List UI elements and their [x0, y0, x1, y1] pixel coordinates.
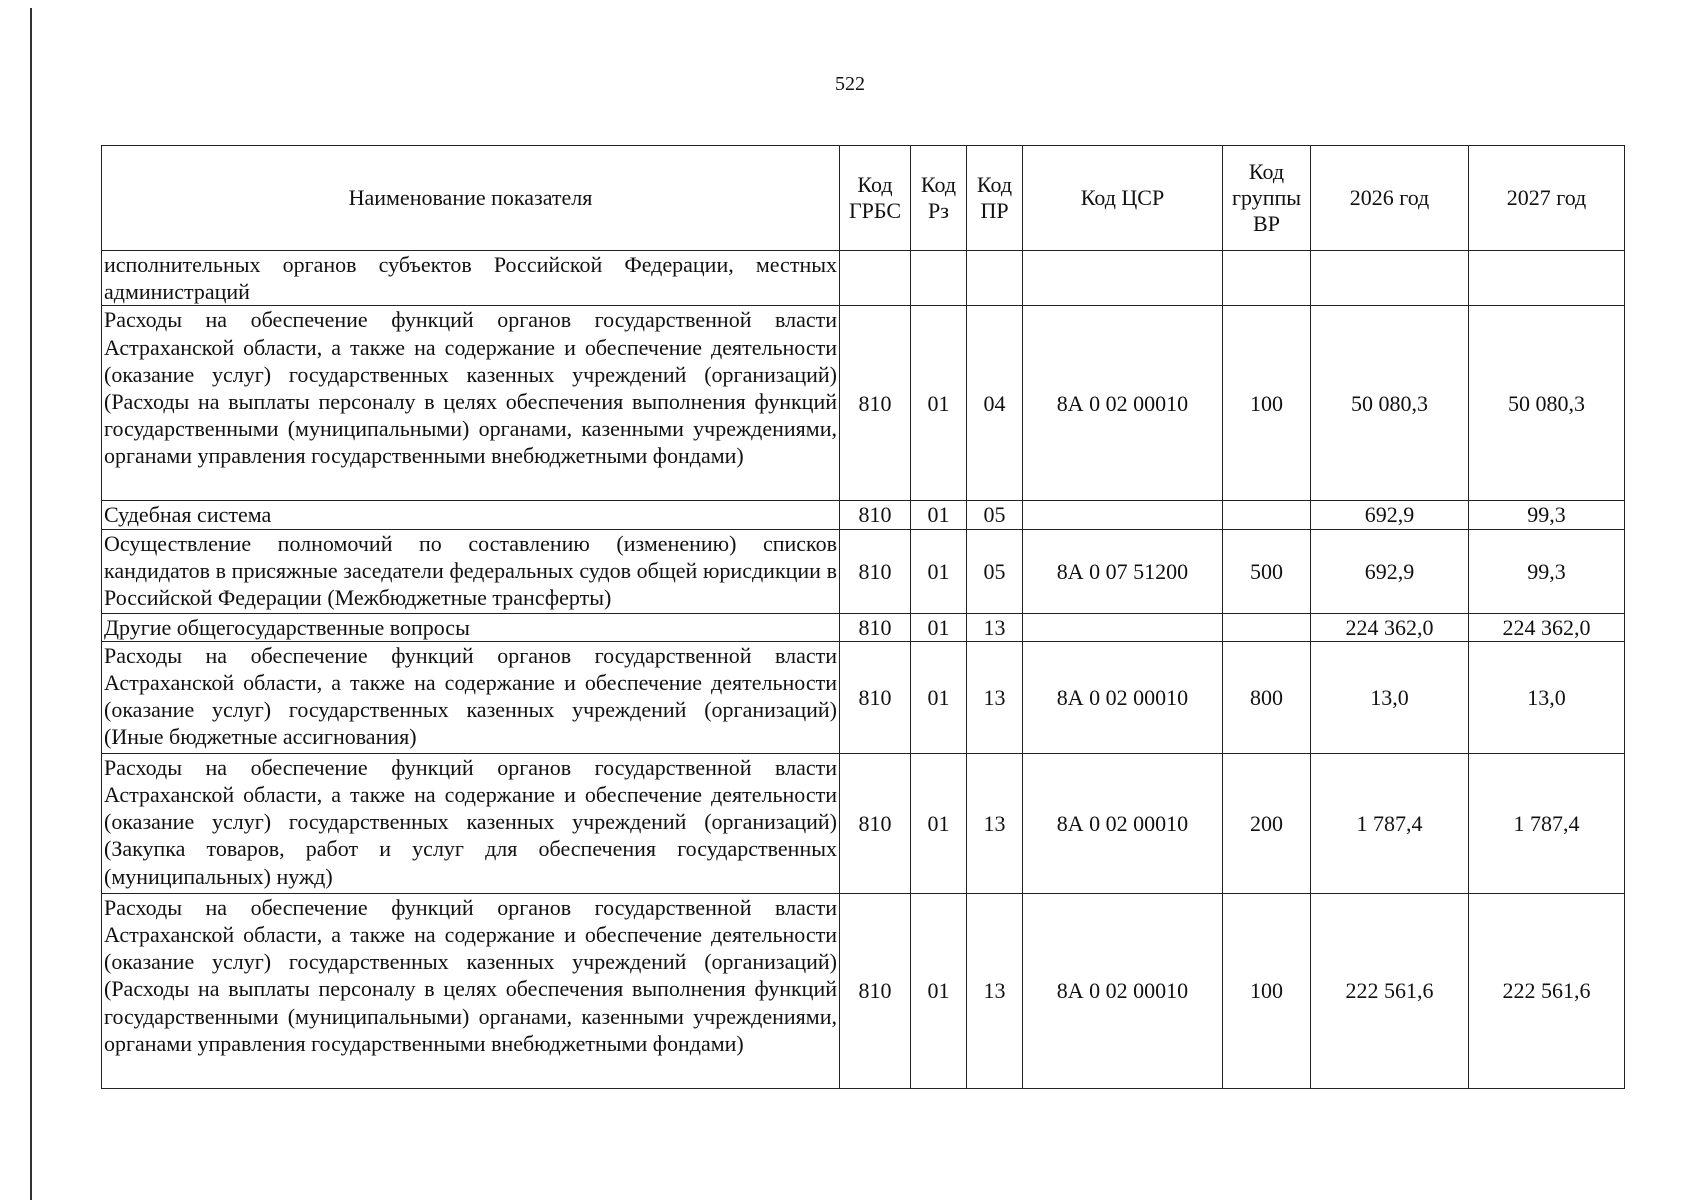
row-name: Расходы на обеспечение функций органов государственной власти Астраханской области, а также на содержание и обеспечение деятельности (оказание услуг) государственных казенных учреждений (организаций) (Иные бюджетные ассигнования) [102, 641, 840, 753]
row-csr: 8А 0 02 00010 [1023, 306, 1223, 501]
row-grbs: 810 [840, 613, 911, 641]
row-vr [1223, 251, 1311, 306]
row-vr: 500 [1223, 529, 1311, 613]
row-2026: 692,9 [1311, 501, 1469, 529]
row-csr [1023, 501, 1223, 529]
table-row [102, 641, 1625, 753]
header-2026: 2026 год [1311, 146, 1469, 251]
row-csr: 8А 0 02 00010 [1023, 893, 1223, 1088]
row-grbs [840, 251, 911, 306]
row-2026: 1 787,4 [1311, 753, 1469, 893]
row-pr: 13 [967, 893, 1023, 1088]
row-2026: 50 080,3 [1311, 306, 1469, 501]
page-number: 522 [835, 73, 865, 95]
row-csr: 8А 0 02 00010 [1023, 641, 1223, 753]
header-rz-line2: Рз [928, 198, 949, 223]
header-grbs-line1: Код [857, 172, 893, 197]
row-2026: 692,9 [1311, 529, 1469, 613]
row-grbs: 810 [840, 529, 911, 613]
row-pr: 05 [967, 501, 1023, 529]
row-pr: 04 [967, 306, 1023, 501]
row-name: Другие общегосударственные вопросы [102, 613, 840, 641]
row-csr: 8А 0 02 00010 [1023, 753, 1223, 893]
row-pr: 05 [967, 529, 1023, 613]
row-pr: 13 [967, 641, 1023, 753]
row-grbs: 810 [840, 501, 911, 529]
row-vr [1223, 501, 1311, 529]
row-csr [1023, 251, 1223, 306]
header-row [102, 146, 1625, 251]
table-row [102, 306, 1625, 501]
header-grbs [840, 146, 911, 251]
table-row [102, 501, 1625, 529]
row-grbs: 810 [840, 306, 911, 501]
row-pr: 13 [967, 613, 1023, 641]
row-2027: 1 787,4 [1469, 753, 1625, 893]
row-2027: 50 080,3 [1469, 306, 1625, 501]
header-pr [967, 146, 1023, 251]
row-vr: 100 [1223, 306, 1311, 501]
row-csr: 8А 0 07 51200 [1023, 529, 1223, 613]
row-2026 [1311, 251, 1469, 306]
row-vr [1223, 613, 1311, 641]
row-2027: 99,3 [1469, 529, 1625, 613]
row-csr [1023, 613, 1223, 641]
table-row [102, 529, 1625, 613]
header-csr: Код ЦСР [1023, 146, 1223, 251]
row-name: Расходы на обеспечение функций органов государственной власти Астраханской области, а также на содержание и обеспечение деятельности (оказание услуг) государственных казенных учреждений (организаций) (Расходы на выплаты персоналу в целях обеспечения выполнения функций государственными (муниципальными) органами, казенными учреждениями, органами управления государственными внебюджетными фондами) [102, 306, 840, 501]
row-rz: 01 [911, 893, 967, 1088]
header-vr-line2: группы [1231, 185, 1302, 210]
budget-table [101, 145, 1625, 1089]
table-row [102, 753, 1625, 893]
header-name: Наименование показателя [102, 146, 840, 251]
row-2027: 13,0 [1469, 641, 1625, 753]
row-pr [967, 251, 1023, 306]
row-name: исполнительных органов субъектов Российской Федерации, местных администраций [102, 251, 840, 306]
row-2027: 224 362,0 [1469, 613, 1625, 641]
row-grbs: 810 [840, 641, 911, 753]
row-vr: 200 [1223, 753, 1311, 893]
row-rz: 01 [911, 306, 967, 501]
header-vr [1223, 146, 1311, 251]
row-rz: 01 [911, 641, 967, 753]
table-row [102, 893, 1625, 1088]
header-grbs-line2: ГРБС [848, 198, 902, 223]
row-name: Осуществление полномочий по составлению (изменению) списков кандидатов в присяжные заседатели федеральных судов общей юрисдикции в Российской Федерации (Межбюджетные трансферты) [102, 529, 840, 613]
row-vr: 800 [1223, 641, 1311, 753]
row-2027: 99,3 [1469, 501, 1625, 529]
row-2026: 224 362,0 [1311, 613, 1469, 641]
row-rz [911, 251, 967, 306]
table-row [102, 251, 1625, 306]
header-2027: 2027 год [1469, 146, 1625, 251]
row-name: Расходы на обеспечение функций органов государственной власти Астраханской области, а также на содержание и обеспечение деятельности (оказание услуг) государственных казенных учреждений (организаций) (Расходы на выплаты персоналу в целях обеспечения выполнения функций государственными (муниципальными) органами, казенными учреждениями, органами управления государственными внебюджетными фондами) [102, 893, 840, 1088]
row-rz: 01 [911, 613, 967, 641]
header-vr-line3: ВР [1253, 211, 1280, 236]
row-pr: 13 [967, 753, 1023, 893]
binding-edge-line [30, 8, 32, 1200]
row-2027: 222 561,6 [1469, 893, 1625, 1088]
header-pr-line1: Код [976, 172, 1013, 197]
header-vr-line1: Код [1248, 159, 1285, 184]
row-grbs: 810 [840, 753, 911, 893]
row-grbs: 810 [840, 893, 911, 1088]
row-rz: 01 [911, 529, 967, 613]
row-2026: 222 561,6 [1311, 893, 1469, 1088]
row-vr: 100 [1223, 893, 1311, 1088]
row-name: Судебная система [102, 501, 840, 529]
header-rz-line1: Код [920, 172, 957, 197]
header-rz [911, 146, 967, 251]
table-row [102, 613, 1625, 641]
row-2026: 13,0 [1311, 641, 1469, 753]
row-2027 [1469, 251, 1625, 306]
header-pr-line2: ПР [980, 198, 1009, 223]
row-name: Расходы на обеспечение функций органов государственной власти Астраханской области, а также на содержание и обеспечение деятельности (оказание услуг) государственных казенных учреждений (организаций) (Закупка товаров, работ и услуг для обеспечения государственных (муниципальных) нужд) [102, 753, 840, 893]
row-rz: 01 [911, 753, 967, 893]
row-rz: 01 [911, 501, 967, 529]
